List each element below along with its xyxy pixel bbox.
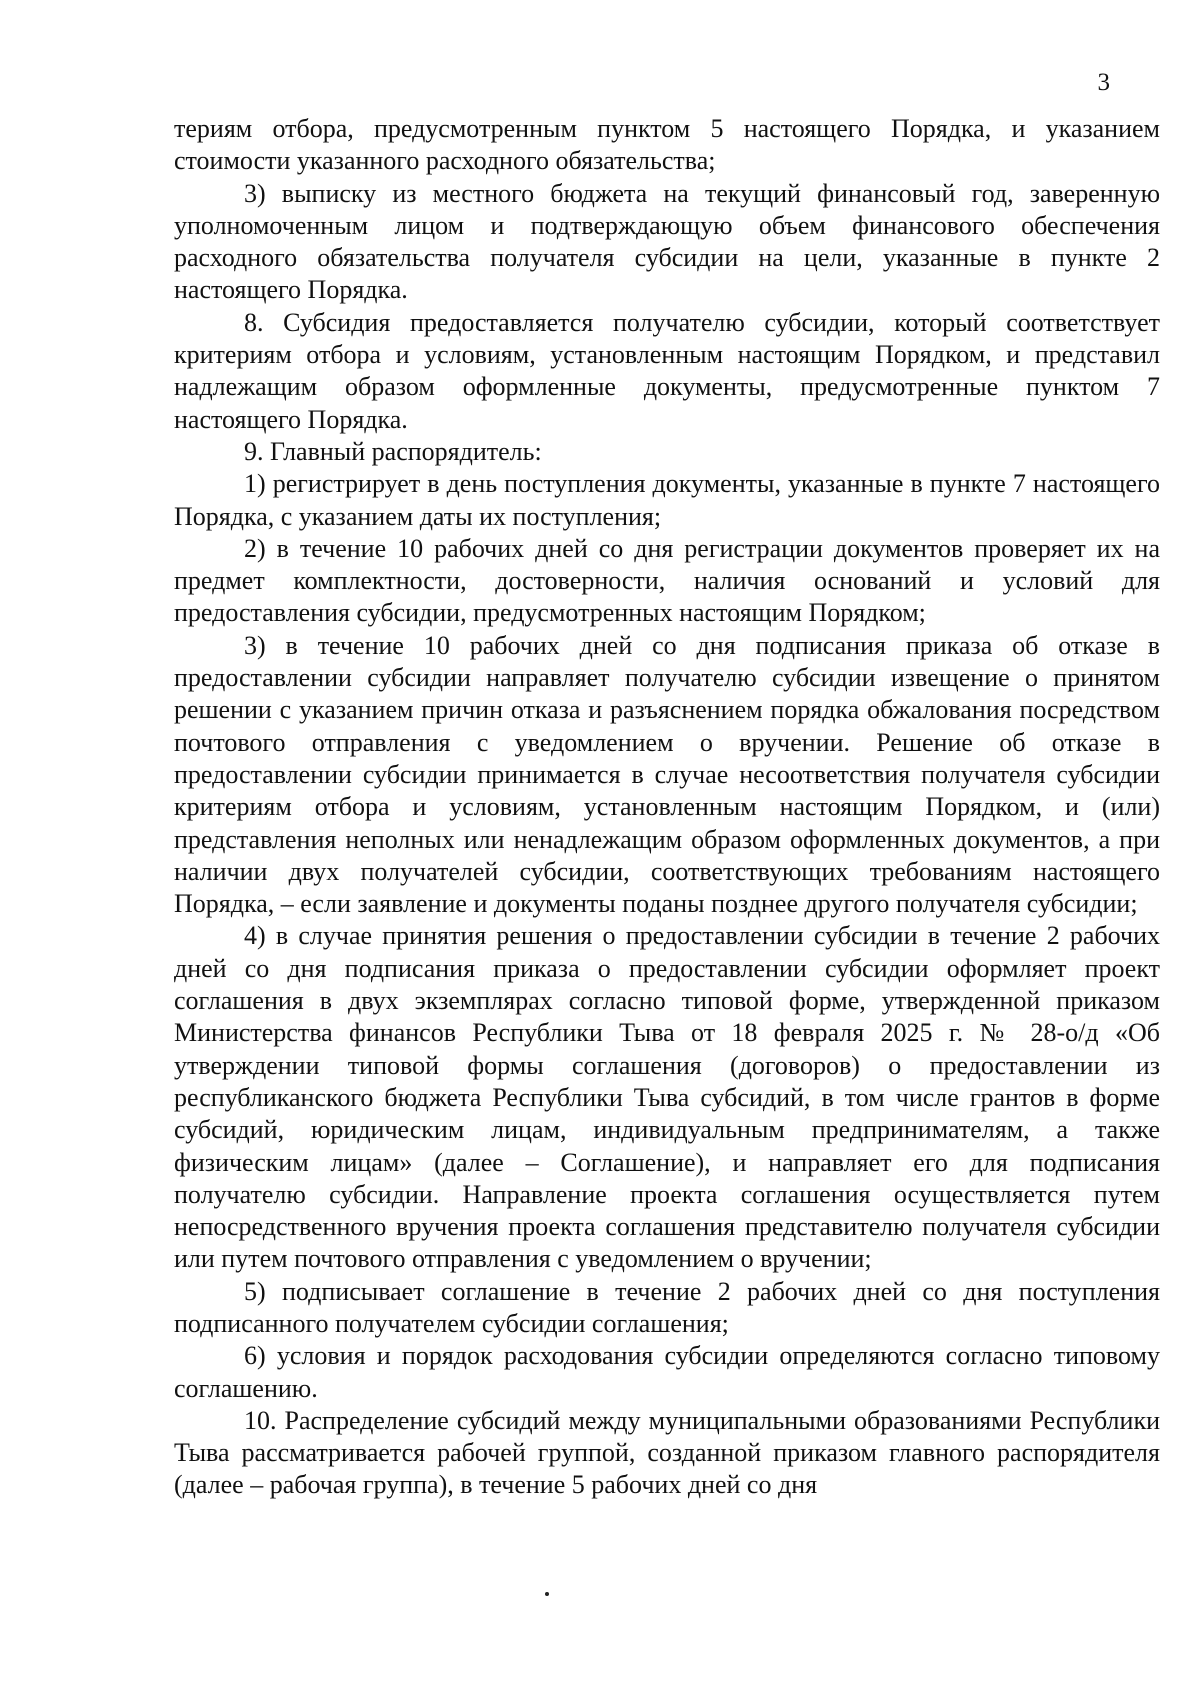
paragraph-clause-9-item-1: 1) регистрирует в день поступления документы, указанные в пункте 7 настоящего Порядка, с указанием даты их поступления; [174,469,1160,531]
paragraph-clause-9-item-4: 4) в случае принятия решения о предоставлении субсидии в течение 2 рабочих дней со дня подписания приказа о предоставлении субсидии оформляет проект соглашения в двух экземплярах согласно типовой форме, утвержденной приказом Министерства финансов Республики Тыва от 18 февраля 2025 г. № 28-о/д «Об утверждении типовой формы соглашения (договоров) о предоставлении из республиканского бюджета Республики Тыва субсидий, в том числе грантов в форме субсидий, юридическим лицам, индивидуальным предпринимателям, а также физическим лицам» (далее – Соглашение), и направляет его для подписания получателю субсидии. Направление проекта соглашения осуществляется путем непосредственного вручения проекта соглашения представителю получателя субсидии или путем почтового отправления с уведомлением о вручении; [174,921,1160,1274]
paragraph-clause-9-heading: 9. Главный распорядитель: [244,436,542,466]
scan-artifact-dot [545,1592,549,1596]
paragraph-clause-8: 8. Субсидия предоставляется получателю субсидии, который соответствует критериям отбора и условиям, установленным настоящим Порядком, и представил надлежащим образом оформленные документы, предусмотренные пунктом 7 настоящего Порядка. [174,307,1160,434]
paragraph-clause-9-item-2: 2) в течение 10 рабочих дней со дня регистрации документов проверяет их на предмет комплектности, достоверности, наличия оснований и условий для предоставления субсидии, предусмотренных настоящим Порядком; [174,533,1160,628]
paragraph-continuation: териям отбора, предусмотренным пунктом 5 настоящего Порядка, и указанием стоимости указанного расходного обязательства; [174,114,1160,176]
paragraph-item-3-statement: 3) выписку из местного бюджета на текущий финансовый год, заверенную уполномоченным лицом и подтверждающую объем финансового обеспечения расходного обязательства получателя субсидии на цели, указанные в пункте 2 настоящего Порядка. [174,178,1160,305]
paragraph-clause-9-item-5: 5) подписывает соглашение в течение 2 рабочих дней со дня поступления подписанного получателем субсидии соглашения; [174,1276,1160,1338]
paragraph-clause-9-item-6: 6) условия и порядок расходования субсидии определяются согласно типовому соглашению. [174,1341,1160,1403]
document-body [174,113,1160,1502]
page-number: 3 [1097,69,1110,96]
paragraph-clause-10: 10. Распределение субсидий между муниципальными образованиями Республики Тыва рассматривается рабочей группой, созданной приказом главного распорядителя (далее – рабочая группа), в течение 5 рабочих дней со дня [174,1405,1160,1500]
paragraph-clause-9-item-3: 3) в течение 10 рабочих дней со дня подписания приказа об отказе в предоставлении субсидии направляет получателю субсидии извещение о принятом решении с указанием причин отказа и разъяснением порядка обжалования посредством почтового отправления с уведомлением о вручении. Решение об отказе в предоставлении субсидии принимается в случае несоответствия получателя субсидии критериям отбора и условиям, установленным настоящим Порядком, и (или) представления неполных или ненадлежащим образом оформленных документов, а при наличии двух получателей субсидии, соответствующих требованиям настоящего Порядка, – если заявление и документы поданы позднее другого получателя субсидии; [174,630,1160,919]
